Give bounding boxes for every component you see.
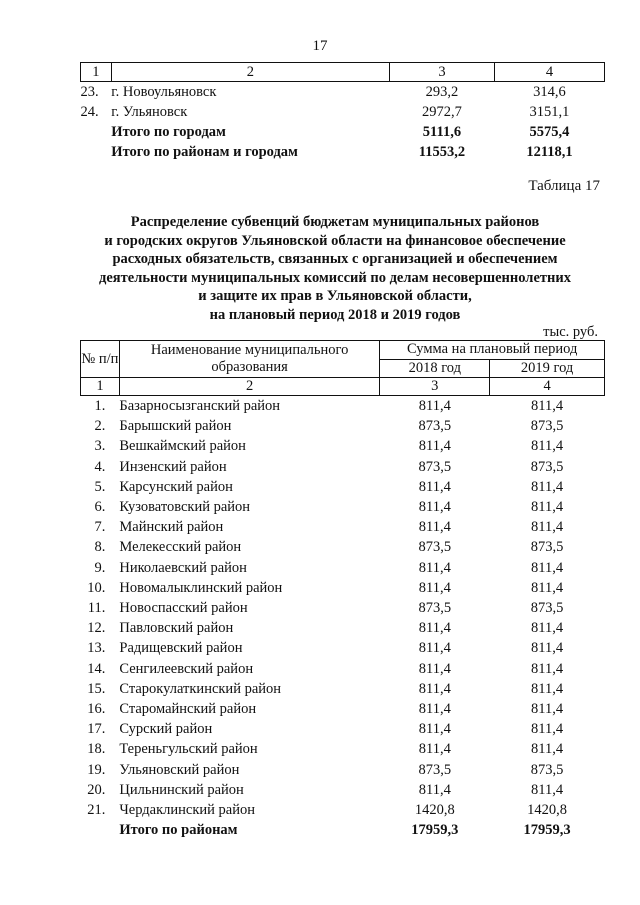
row-number: 20. [87,781,106,798]
row-value-2018: 873,5 [418,539,452,556]
table-row [81,436,605,456]
row-value-2018: 811,4 [418,620,451,637]
row-number: 16. [87,701,106,718]
title-line: деятельности муниципальных комиссий по делам несовершеннолетних [99,269,571,286]
table-row [81,638,605,658]
total-value-1: 11553,2 [418,144,466,160]
row-value-1: 2972,7 [422,104,462,120]
page-number: 17 [312,38,328,54]
total-value-2018: 17959,3 [411,822,459,839]
row-number: 4. [94,458,106,475]
row-name: г. Новоульяновск [111,84,217,100]
row-value-2019: 811,4 [531,519,564,536]
total-label: Итого по районам [119,822,238,839]
row-value-2: 314,6 [533,84,566,100]
row-value-2019: 811,4 [531,741,564,758]
row-number: 12. [87,620,106,637]
index-cell: 3 [380,378,490,396]
total-row [81,122,605,142]
row-value-2018: 873,5 [418,458,452,475]
header-cell: 3 [389,63,494,82]
row-number: 9. [94,559,106,576]
table-row [81,578,605,598]
row-number: 21. [87,802,106,819]
row-value-2019: 811,4 [531,478,564,495]
row-name: Барышский район [119,418,232,435]
row-number: 3. [94,438,106,455]
total-row [81,820,605,840]
row-number: 13. [87,640,106,657]
row-number: 24. [80,104,99,120]
row-number: 11. [87,600,106,617]
table-row [81,102,605,122]
table-row [81,598,605,618]
row-value-2018: 873,5 [418,600,452,617]
column-index-row [81,378,605,396]
total-value-2019: 17959,3 [523,822,571,839]
index-cell: 4 [490,378,605,396]
row-value-2018: 811,4 [418,478,451,495]
row-value-2019: 811,4 [531,499,564,516]
title-line: Распределение субвенций бюджетам муниципальных районов [130,214,540,230]
row-name: Цильнинский район [119,781,244,798]
row-name: Базарносызганский район [119,398,281,414]
row-number: 8. [94,539,106,556]
title-line: и городских округов Ульяновской области на финансовое обеспечение [104,232,566,249]
continuation-table [80,62,605,162]
row-value-2018: 811,4 [418,438,451,455]
row-value-2018: 811,4 [418,741,451,758]
header-cell: 1 [81,63,112,82]
table-row [81,699,605,719]
col-number-header: № п/п [81,341,120,378]
row-name: Старомайнский район [119,701,257,718]
row-number: 10. [87,579,106,596]
row-value-2019: 811,4 [531,640,564,657]
row-name: Инзенский район [119,458,227,475]
row-name: г. Ульяновск [111,104,188,120]
table-label: Таблица 17 [528,178,600,194]
row-number: 15. [87,680,106,697]
row-value-2018: 811,4 [418,499,451,516]
row-value-2018: 811,4 [418,640,451,657]
row-value-2019: 1420,8 [527,802,568,819]
table-row [81,497,605,517]
row-value-2019: 811,4 [531,701,564,718]
table-row [81,739,605,759]
row-value-2018: 811,4 [418,701,451,718]
unit-label: тыс. руб. [543,324,598,340]
row-value-2018: 811,4 [418,398,451,414]
table-row [81,719,605,739]
index-cell: 1 [81,378,120,396]
row-value-2018: 811,4 [418,519,451,536]
row-name: Новоспасский район [119,600,248,617]
row-value-2019: 873,5 [530,458,564,475]
row-number: 5. [94,478,106,495]
row-value-2018: 1420,8 [414,802,455,819]
row-value-2: 3151,1 [529,104,570,120]
document-title [60,213,610,324]
total-value-2: 5575,4 [529,124,570,140]
row-name: Тереньгульский район [119,741,258,758]
total-label: Итого по городам [111,124,226,140]
row-value-2018: 811,4 [418,680,451,697]
row-name: Новомалыклинский район [119,579,283,596]
row-name: Чердаклинский район [119,802,255,819]
title-line: на плановый период 2018 и 2019 годов [209,306,461,323]
row-value-2019: 873,5 [530,418,564,435]
row-value-2018: 811,4 [418,559,451,576]
row-name: Мелекесский район [119,539,242,556]
row-value-2019: 811,4 [531,579,564,596]
header-row [81,341,605,360]
row-value-2019: 873,5 [530,761,564,778]
row-value-2019: 811,4 [531,398,564,414]
table-row [81,679,605,699]
title-line: и защите их прав в Ульяновской области, [198,288,472,304]
table-row [81,396,605,417]
row-number: 17. [87,721,106,738]
row-value-1: 293,2 [425,84,459,100]
row-name: Ульяновский район [119,761,240,778]
row-name: Сенгилеевский район [119,660,254,677]
subvention-table [80,340,605,840]
row-number: 23. [80,84,99,100]
row-number: 2. [94,418,106,435]
row-name: Радищевский район [119,640,243,657]
row-number: 14. [87,660,106,677]
row-value-2018: 873,5 [418,761,452,778]
row-value-2019: 811,4 [531,660,564,677]
row-value-2019: 811,4 [531,559,564,576]
row-name: Павловский район [119,620,234,637]
row-value-2019: 811,4 [531,680,564,697]
header-cell: 4 [494,63,604,82]
row-number: 1. [94,398,106,414]
row-value-2019: 811,4 [531,620,564,637]
table-body [81,396,605,821]
table-row [81,659,605,679]
row-name: Кузоватовский район [119,499,251,516]
table-row [81,457,605,477]
row-number: 19. [87,761,106,778]
total-value-2: 12118,1 [526,144,573,160]
row-name: Старокулаткинский район [119,680,282,697]
title-line: расходных обязательств, связанных с организацией и обеспечением [112,251,558,267]
total-value-1: 5111,6 [422,124,462,140]
row-value-2018: 873,5 [418,418,452,435]
table-row [81,517,605,537]
row-value-2018: 811,4 [418,781,451,798]
total-row [81,142,605,162]
row-value-2019: 811,4 [531,781,564,798]
col-name-header: Наименование муниципального образования [119,341,379,378]
table-row [81,477,605,497]
row-value-2018: 811,4 [418,660,451,677]
row-value-2018: 811,4 [418,721,451,738]
row-value-2019: 811,4 [531,438,564,455]
table-row [81,800,605,820]
table-row [81,416,605,436]
column-index-row [81,63,605,82]
row-name: Вешкаймский район [119,438,246,455]
row-name: Майнский район [119,519,224,536]
table-row [81,558,605,578]
table-row [81,780,605,800]
table-row [81,537,605,557]
table-row [81,618,605,638]
row-number: 18. [87,741,106,758]
col-2019-header: 2019 год [490,359,605,378]
row-name: Карсунский район [119,478,233,495]
row-value-2018: 811,4 [418,579,451,596]
col-2018-header: 2018 год [380,359,490,378]
table-row [81,760,605,780]
header-cell: 2 [111,63,389,82]
row-value-2019: 873,5 [530,600,564,617]
row-name: Сурский район [119,721,213,738]
row-name: Николаевский район [119,559,247,576]
row-number: 7. [94,519,106,536]
row-number: 6. [94,499,106,516]
row-value-2019: 811,4 [531,721,564,738]
table-row [81,82,605,103]
row-value-2019: 873,5 [530,539,564,556]
col-sum-header: Сумма на плановый период [380,341,605,360]
index-cell: 2 [119,378,379,396]
total-label: Итого по районам и городам [111,144,298,160]
